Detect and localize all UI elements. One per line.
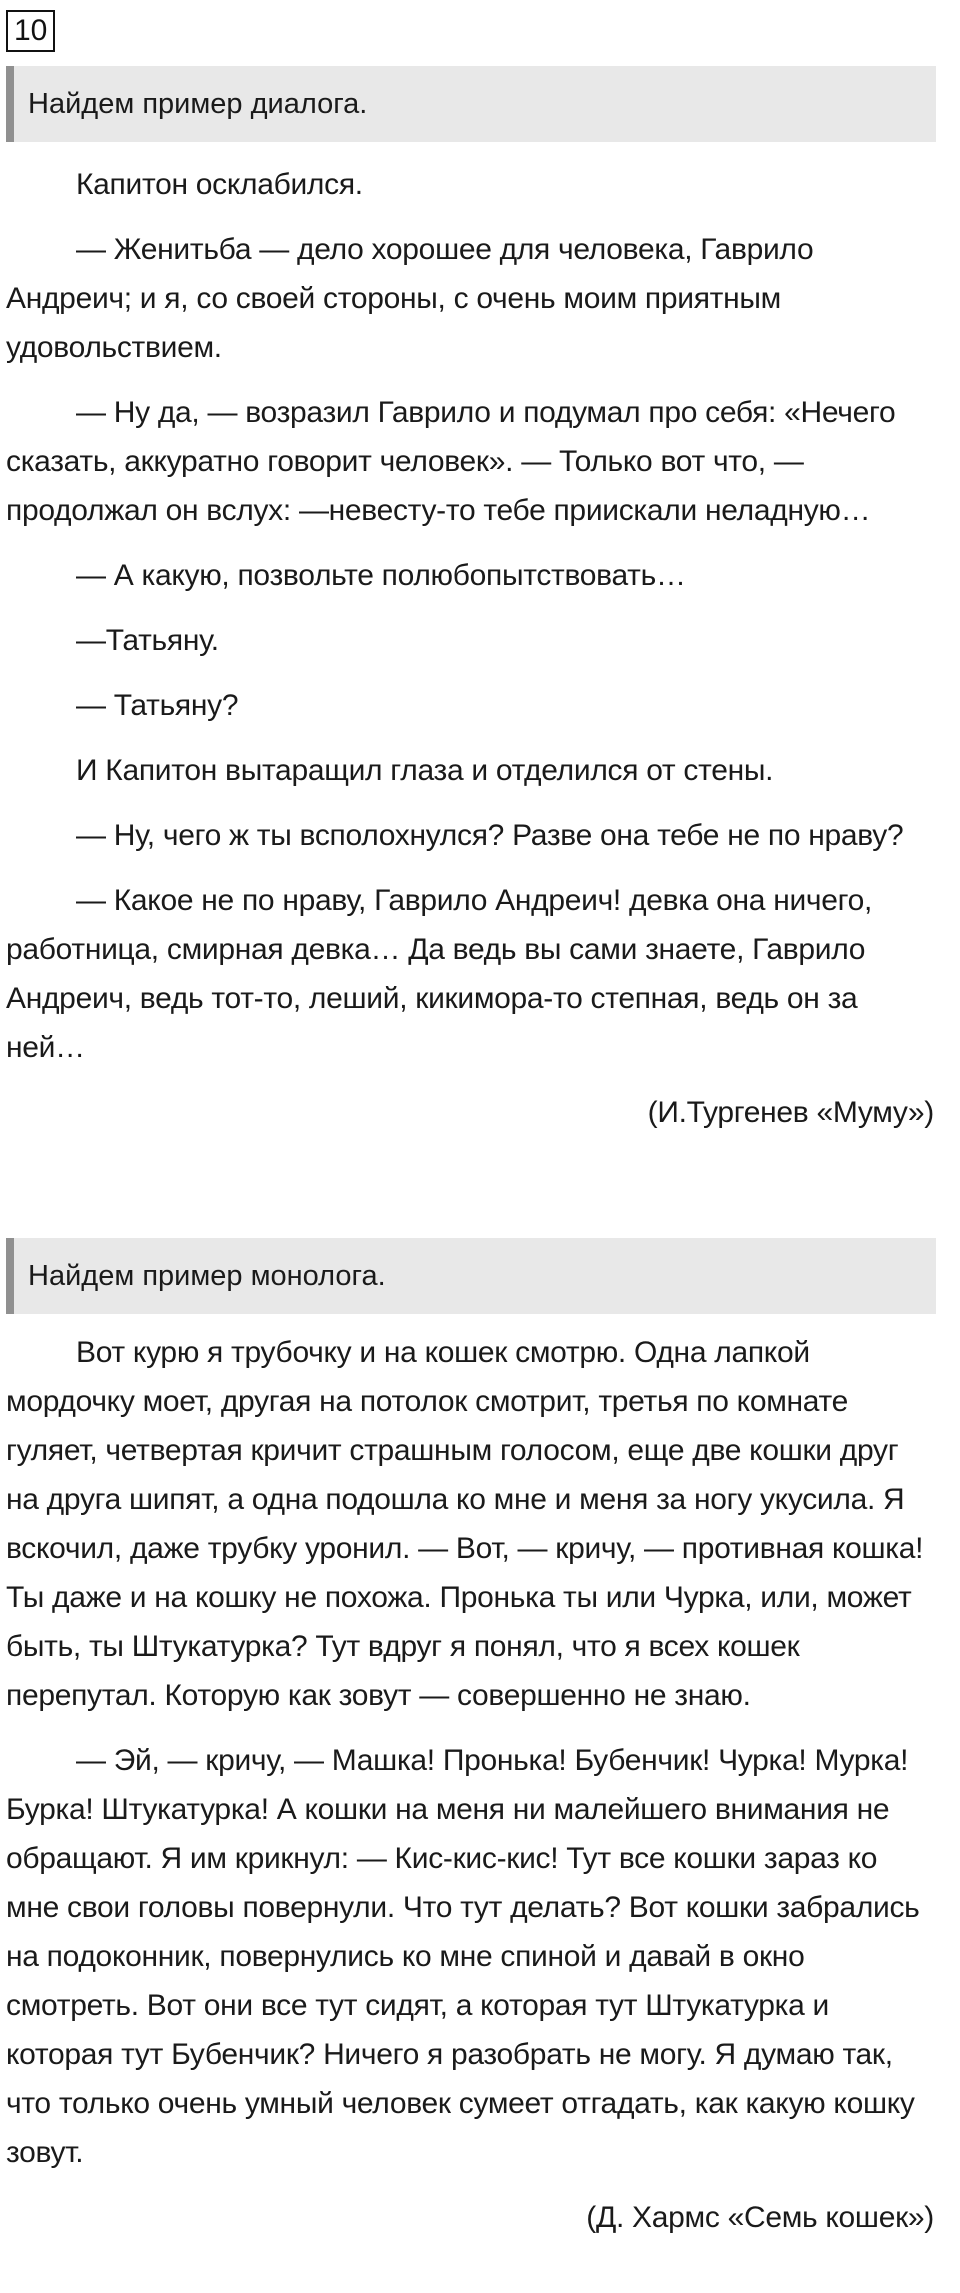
source-citation: (Д. Хармс «Семь кошек») [586,2201,934,2234]
monologue-text [6,1328,936,2242]
paragraph: — Эй, — кричу, — Машка! Пронька! Бубенчик! Чурка! Мурка! Бурка! Штукатурка! А кошки на меня ни малейшего внимания не обращают. Я им крикнул: — Кис-кис-кис! Тут все кошки зараз ко мне свои головы повернули. Что тут делать? Вот кошки забрались на подоконник, повернулись ко мне спиной и давай в окно смотреть. Вот они все тут сидят, а которая тут Штукатурка и которая тут Бубенчик? Ничего я разобрать не могу. Я думаю так, что только очень умный человек сумеет отгадать, как какую кошку зовут. [6,1744,920,2169]
section-heading-dialogue: Найдем пример диалога. [6,66,936,142]
paragraph: — Татьяну? [76,689,239,722]
dialogue-text [6,160,936,1137]
paragraph: И Капитон вытаращил глаза и отделился от стены. [76,754,774,787]
paragraph: Вот курю я трубочку и на кошек смотрю. Одна лапкой мордочку моет, другая на потолок смотрит, третья по комнате гуляет, четвертая кричит страшным голосом, еще две кошки друг на друга шипят, а одна подошла ко мне и меня за ногу укусила. Я вскочил, даже трубку уронил. — Вот, — кричу, — противная кошка! Ты даже и на кошку не похожа. Пронька ты или Чурка, или, может быть, ты Штукатурка? Тут вдруг я понял, что я всех кошек перепутал. Которую как зовут — совершенно не знаю. [6,1336,924,1712]
section-heading-monologue: Найдем пример монолога. [6,1238,936,1314]
task-number: 10 [6,10,55,52]
paragraph: — Какое не по нраву, Гаврило Андреич! девка она ничего, работница, смирная девка… Да ведь вы сами знаете, Гаврило Андреич, ведь тот-то, леший, кикимора-то степная, ведь он за ней… [6,884,873,1064]
paragraph: — Ну да, — возразил Гаврило и подумал про себя: «Нечего сказать, аккуратно говорит человек». — Только вот что, — продолжал он вслух: —невесту-то тебе приискали неладную… [6,396,896,527]
paragraph: — Ну, чего ж ты всполохнулся? Разве она тебе не по нраву? [76,819,904,852]
paragraph: —Татьяну. [76,624,219,657]
paragraph: — А какую, позвольте полюбопытствовать… [76,559,686,592]
source-citation: (И.Тургенев «Муму») [647,1096,934,1129]
paragraph: — Женитьба — дело хорошее для человека, Гаврило Андреич; и я, со своей стороны, с очень моим приятным удовольствием. [6,233,814,364]
paragraph: Капитон осклабился. [76,168,363,201]
